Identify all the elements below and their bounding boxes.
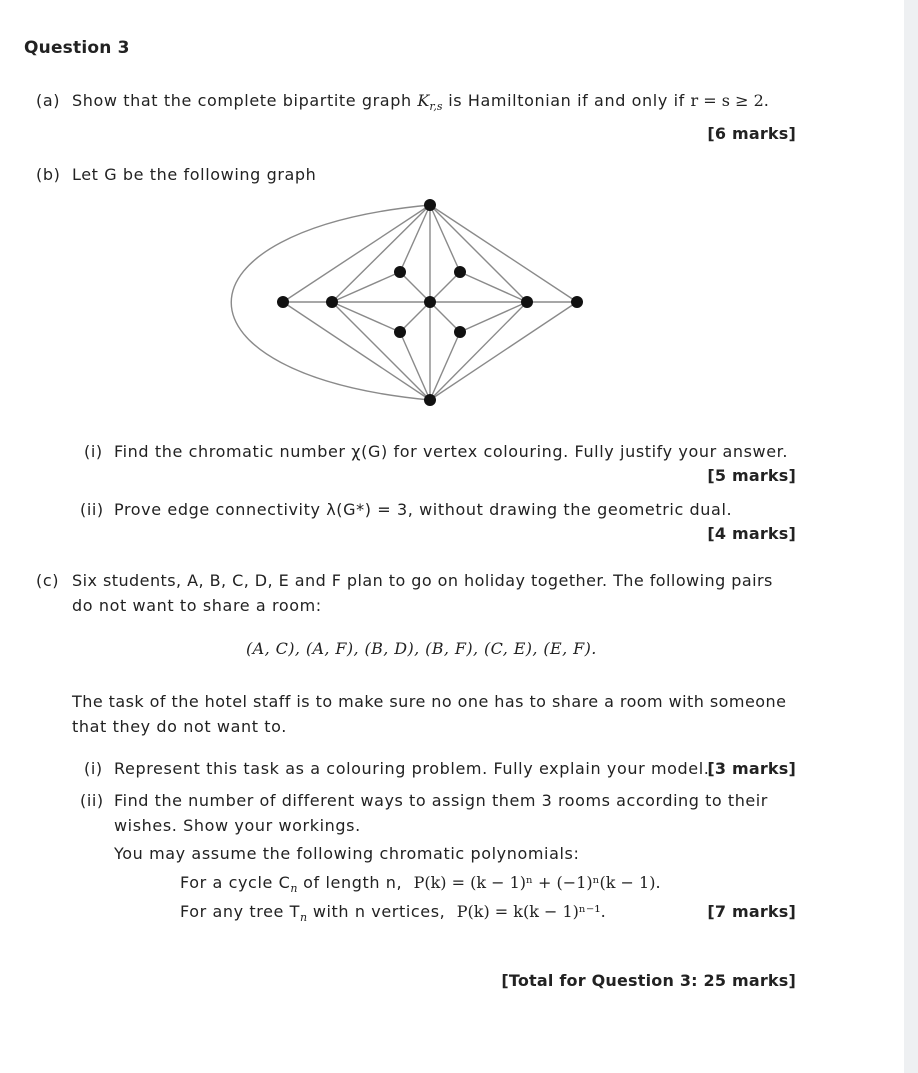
cycle-polynomial-line xyxy=(180,873,661,895)
cycle-formula: P(k) = (k − 1)ⁿ + (−1)ⁿ(k − 1). xyxy=(413,873,661,892)
tree-polynomial-line xyxy=(180,902,606,924)
part-c-ii-line2: wishes. Show your workings. xyxy=(114,816,361,835)
cycle-sub: n xyxy=(290,882,298,896)
part-c-task-line1: The task of the hotel staff is to make sure no one has to share a room with someone xyxy=(72,692,787,711)
part-a-text xyxy=(72,91,769,113)
part-b-ii-label: (ii) xyxy=(80,500,104,519)
graph-vertex-inner-right xyxy=(521,296,533,308)
part-a-text-pre: Show that the complete bipartite graph xyxy=(72,91,412,110)
graph-edge-inner-right-upper-right xyxy=(460,272,527,302)
graph-edge-lower-left-center xyxy=(400,302,430,332)
part-c-task-line2: that they do not want to. xyxy=(72,717,287,736)
part-c-pairs: (A, C), (A, F), (B, D), (B, F), (C, E), (E, F). xyxy=(246,639,597,658)
part-a-text-post: is Hamiltonian if and only if xyxy=(448,91,685,110)
part-b-label: (b) xyxy=(36,165,61,184)
graph-vertex-inner-left xyxy=(326,296,338,308)
graph-vertex-bottom xyxy=(424,394,436,406)
page-edge-strip xyxy=(904,0,918,1073)
part-a-label: (a) xyxy=(36,91,61,110)
graph-edge-upper-left-center xyxy=(400,272,430,302)
graph-vertex-right xyxy=(571,296,583,308)
tree-mid: with n vertices, xyxy=(307,902,446,921)
part-b-i-marks: [5 marks] xyxy=(707,466,796,485)
cycle-pre: For a cycle C xyxy=(180,873,291,892)
graph-vertex-top xyxy=(424,199,436,211)
part-c-ii-label: (ii) xyxy=(80,791,104,810)
graph-vertex-lower-left xyxy=(394,326,406,338)
tree-sub: n xyxy=(300,911,308,925)
part-c-i-label: (i) xyxy=(84,759,103,778)
tree-pre: For any tree T xyxy=(180,902,301,921)
graph-vertex-upper-right xyxy=(454,266,466,278)
part-c-label: (c) xyxy=(36,571,60,590)
part-c-ii-marks: [7 marks] xyxy=(707,902,796,921)
question-title: Question 3 xyxy=(24,38,130,58)
part-b-intro: Let G be the following graph xyxy=(72,165,317,184)
graph-vertex-center xyxy=(424,296,436,308)
part-c-line2: do not want to share a room: xyxy=(72,596,322,615)
graph-edge-inner-right-lower-right xyxy=(460,302,527,332)
part-b-ii-text: Prove edge connectivity λ(G*) = 3, without drawing the geometric dual. xyxy=(114,500,733,519)
part-a-graph-subscript: r,s xyxy=(429,100,443,114)
graph-edge-upper-right-center xyxy=(430,272,460,302)
graph-edge-lower-right-center xyxy=(430,302,460,332)
part-a-marks: [6 marks] xyxy=(707,124,796,143)
tree-formula: P(k) = k(k − 1)ⁿ⁻¹. xyxy=(456,902,606,921)
graph-vertex-left xyxy=(277,296,289,308)
part-c-ii-assume: You may assume the following chromatic polynomials: xyxy=(114,844,580,863)
graph-vertex-lower-right xyxy=(454,326,466,338)
part-b-ii-marks: [4 marks] xyxy=(707,524,796,543)
graph-edge-inner-left-upper-left xyxy=(332,272,400,302)
part-a-condition: r = s ≥ 2. xyxy=(690,91,769,110)
part-c-i-marks: [3 marks] xyxy=(707,759,796,778)
total-marks: [Total for Question 3: 25 marks] xyxy=(501,971,796,990)
graph-g-figure xyxy=(225,190,615,420)
part-b-i-label: (i) xyxy=(84,442,103,461)
part-b-i-text: Find the chromatic number χ(G) for vertex colouring. Fully justify your answer. xyxy=(114,442,789,461)
part-c-line1: Six students, A, B, C, D, E and F plan to go on holiday together. The following pairs xyxy=(72,571,773,590)
graph-edge-inner-left-lower-left xyxy=(332,302,400,332)
part-c-i-text: Represent this task as a colouring problem. Fully explain your model. xyxy=(114,759,710,778)
part-a-graph-symbol: K xyxy=(417,91,430,110)
part-c-ii-line1: Find the number of different ways to assign them 3 rooms according to their xyxy=(114,791,768,810)
graph-vertex-upper-left xyxy=(394,266,406,278)
cycle-mid: of length n, xyxy=(297,873,403,892)
